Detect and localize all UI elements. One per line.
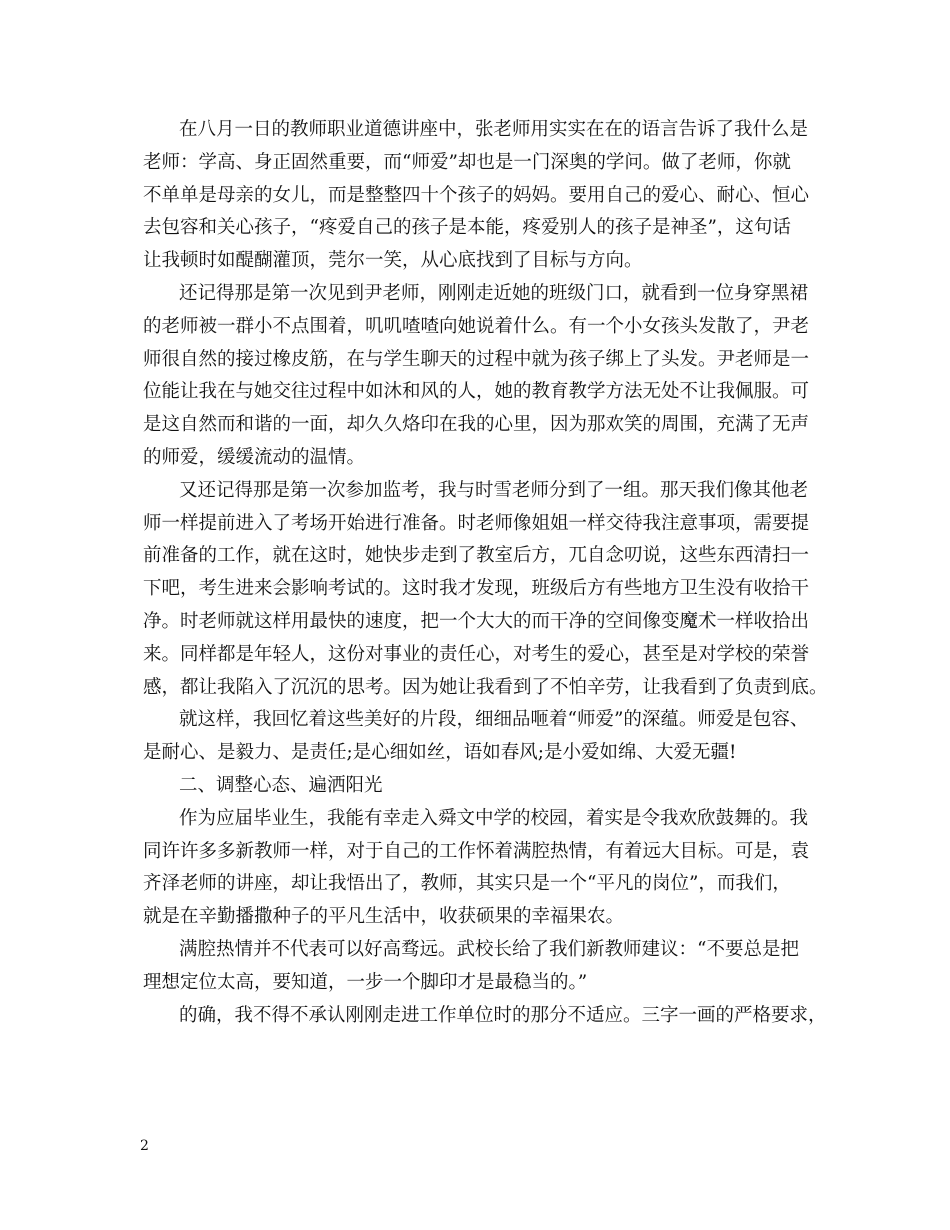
text-line: 是这自然而和谐的一面，却久久烙印在我的心里，因为那欢笑的周围，充满了无声 [143, 414, 810, 436]
text-line: 位能让我在与她交往过程中如沐和风的人，她的教育教学方法无处不让我佩服。可 [143, 381, 810, 403]
text-line: 感，都让我陷入了沉沉的思考。因为她让我看到了不怕辛劳，让我看到了负责到底。 [143, 676, 828, 698]
text-line: 老师：学高、身正固然重要，而“师爱”却也是一门深奥的学问。做了老师，你就 [143, 151, 791, 173]
text-line: 又还记得那是第一次参加监考，我与时雪老师分到了一组。那天我们像其他老 [179, 479, 809, 501]
text-line: 让我顿时如醍醐灌顶，莞尔一笑，从心底找到了目标与方向。 [143, 250, 643, 272]
text-line: 理想定位太高，要知道，一步一个脚印才是最稳当的。” [143, 971, 588, 993]
text-line: 的老师被一群小不点围着，叽叽喳喳向她说着什么。有一个小女孩头发散了，尹老 [143, 315, 810, 337]
text-line: 还记得那是第一次见到尹老师，刚刚走近她的班级门口，就看到一位身穿黑裙 [179, 282, 809, 304]
text-line: 满腔热情并不代表可以好高骛远。武校长给了我们新教师建议：“不要总是把 [179, 938, 799, 960]
text-line: 来。同样都是年轻人，这份对事业的责任心，对考生的爱心，甚至是对学校的荣誉 [143, 643, 810, 665]
text-line: 师很自然的接过橡皮筋，在与学生聊天的过程中就为孩子绑上了头发。尹老师是一 [143, 348, 810, 370]
text-line: 下吧，考生进来会影响考试的。这时我才发现，班级后方有些地方卫生没有收拾干 [143, 578, 810, 600]
text-line: 二、调整心态、遍洒阳光 [179, 774, 383, 796]
body-text [143, 114, 828, 1032]
page-number: 2 [140, 1138, 149, 1154]
text-line: 就是在辛勤播撒种子的平凡生活中，收获硕果的幸福果农。 [143, 906, 625, 928]
text-line: 作为应届毕业生，我能有幸走入舜文中学的校园，着实是令我欢欣鼓舞的。我 [179, 807, 809, 829]
text-line: 同许许多多新教师一样，对于自己的工作怀着满腔热情，有着远大目标。可是，袁 [143, 840, 810, 862]
text-line: 是耐心、是毅力、是责任;是心细如丝，语如春风;是小爱如绵、大爱无疆! [143, 742, 737, 764]
text-line: 的确，我不得不承认刚刚走进工作单位时的那分不适应。三字一画的严格要求， [179, 1004, 827, 1026]
text-line: 去包容和关心孩子，“疼爱自己的孩子是本能，疼爱别人的孩子是神圣”，这句话 [143, 217, 791, 239]
text-line: 净。时老师就这样用最快的速度，把一个大大的而干净的空间像变魔术一样收拾出 [143, 610, 810, 632]
text-line: 不单单是母亲的女儿，而是整整四十个孩子的妈妈。要用自己的爱心、耐心、恒心 [143, 184, 810, 206]
text-line: 在八月一日的教师职业道德讲座中，张老师用实实在在的语言告诉了我什么是 [179, 119, 809, 140]
text-line: 前准备的工作，就在这时，她快步走到了教室后方，兀自念叨说，这些东西清扫一 [143, 545, 810, 567]
text-line: 就这样，我回忆着这些美好的片段，细细品咂着“师爱”的深蕴。师爱是包容、 [179, 709, 809, 731]
text-line: 师一样提前进入了考场开始进行准备。时老师像姐姐一样交待我注意事项，需要提 [143, 512, 810, 534]
text-line: 齐泽老师的讲座，却让我悟出了，教师，其实只是一个“平凡的岗位”，而我们， [143, 873, 791, 895]
text-line: 的师爱，缓缓流动的温情。 [143, 446, 366, 468]
